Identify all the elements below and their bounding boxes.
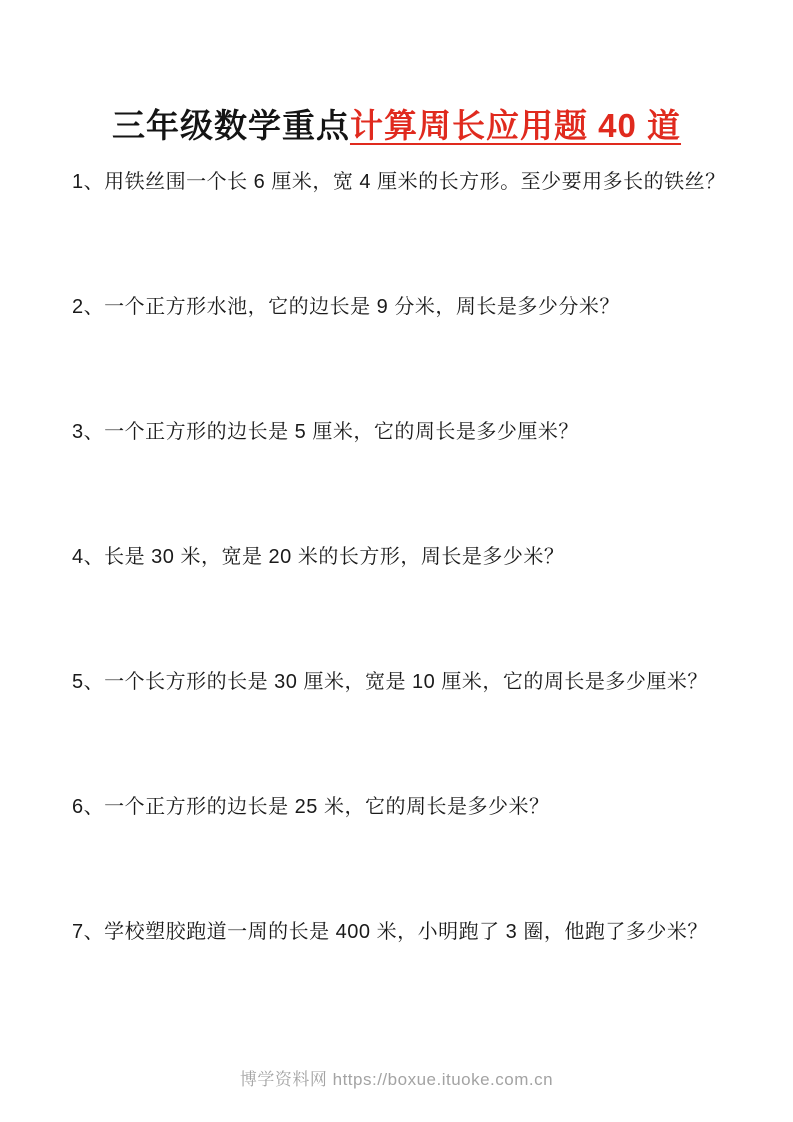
page-title-red-underlined: 计算周长应用题 40 道 xyxy=(349,107,682,144)
question-3: 3、一个正方形的边长是 5 厘米，它的周长是多少厘米？ xyxy=(72,421,579,443)
page-title-black: 三年级数学重点 xyxy=(111,107,350,144)
question-6: 6、一个正方形的边长是 25 米，它的周长是多少米？ xyxy=(72,796,550,818)
question-7: 7、学校塑胶跑道一周的长是 400 米，小明跑了 3 圈，他跑了多少米？ xyxy=(72,921,708,943)
question-list xyxy=(72,168,733,1043)
page-title xyxy=(0,100,793,147)
question-1: 1、用铁丝围一个长 6 厘米，宽 4 厘米的长方形。至少要用多长的铁丝？ xyxy=(72,171,726,193)
question-2: 2、一个正方形水池，它的边长是 9 分米，周长是多少分米？ xyxy=(72,296,620,318)
footer-watermark: 博学资料网 https://boxue.ituoke.com.cn xyxy=(239,1070,554,1089)
question-5: 5、一个长方形的长是 30 厘米，宽是 10 厘米，它的周长是多少厘米？ xyxy=(72,671,708,693)
question-4: 4、长是 30 米，宽是 20 米的长方形，周长是多少米？ xyxy=(72,546,565,568)
